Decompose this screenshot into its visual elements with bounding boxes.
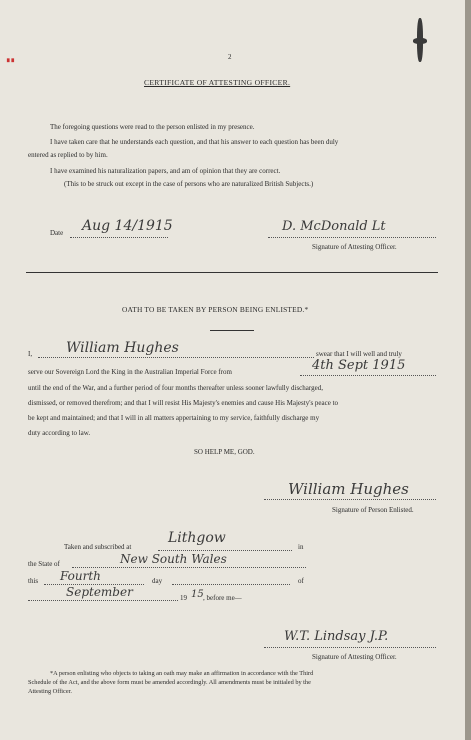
date-label: Date xyxy=(50,229,64,237)
red-stamp-mark: ∎∎ xyxy=(6,56,15,64)
section-divider xyxy=(26,272,438,273)
footnote-line3: Attesting Officer. xyxy=(28,688,72,695)
oath-title: OATH TO BE TAKEN BY PERSON BEING ENLISTED.* xyxy=(122,305,309,314)
place-value: Lithgow xyxy=(168,530,226,546)
year-value: 15 xyxy=(191,589,204,600)
officer-signature: D. McDonald Lt xyxy=(282,219,386,234)
date-value: Aug 14/1915 xyxy=(82,218,173,234)
oath-i-label: I, xyxy=(28,350,33,358)
oath-from-date: 4th Sept 1915 xyxy=(312,358,406,373)
footnote-line2: Schedule of the Act, and the above form must be amended accordingly. All amendments must be initialed by the xyxy=(28,679,311,686)
state-label: the State of xyxy=(28,560,60,568)
oath-closing: SO HELP ME, GOD. xyxy=(194,448,255,456)
day-trailing-line xyxy=(172,584,290,585)
month-line xyxy=(28,600,178,601)
person-signature-line xyxy=(264,499,436,500)
certificate-para4: (This to be struck out except in the case of persons who are naturalized British Subjects.) xyxy=(64,180,314,188)
oath-line2: serve our Sovereign Lord the King in the Australian Imperial Force from xyxy=(28,368,232,376)
certificate-para1: The foregoing questions were read to the person enlisted in my presence. xyxy=(50,123,255,131)
date-line xyxy=(70,237,168,238)
certificate-title: CERTIFICATE OF ATTESTING OFFICER. xyxy=(144,78,291,87)
sworn-officer-label: Signature of Attesting Officer. xyxy=(312,653,397,661)
page-number: 2 xyxy=(228,53,232,61)
oath-from-line xyxy=(300,375,436,376)
oath-line1: swear that I will well and truly xyxy=(316,350,402,358)
oath-line4: dismissed, or removed therefrom; and that I will resist His Majesty's enemies and cause His Majesty's peace to xyxy=(28,399,339,407)
officer-signature-label: Signature of Attesting Officer. xyxy=(312,243,397,251)
day-label: day xyxy=(152,577,163,585)
oath-name-value: William Hughes xyxy=(66,340,179,356)
officer-signature-line xyxy=(268,237,436,238)
day-value: Fourth xyxy=(60,569,101,583)
footnote-line1: *A person enlisting who objects to taking an oath may make an affirmation in accordance with the Third xyxy=(50,670,314,677)
of-label: of xyxy=(298,577,304,585)
before-label: , before me— xyxy=(203,594,242,602)
oath-line6: duty according to law. xyxy=(28,429,91,437)
month-value: September xyxy=(66,585,133,599)
page-edge xyxy=(465,0,471,740)
oath-line3: until the end of the War, and a further period of four months thereafter unless sooner lawfully discharged, xyxy=(28,384,323,392)
state-value: New South Wales xyxy=(120,552,227,566)
in-label: in xyxy=(298,543,304,551)
year-prefix: 19 xyxy=(180,594,187,602)
oath-line5: be kept and maintained; and that I will in all matters appertaining to my service, faithfully discharge my xyxy=(28,414,320,422)
this-label: this xyxy=(28,577,39,585)
certificate-para2b: entered as replied to by him. xyxy=(28,151,108,159)
person-signature: William Hughes xyxy=(288,480,409,498)
certificate-para2a: I have taken care that he understands each question, and that his answer to each question has been duly xyxy=(50,138,339,146)
oath-name-line xyxy=(38,357,314,358)
person-signature-label: Signature of Person Enlisted. xyxy=(332,506,414,514)
certificate-para3: I have examined his naturalization papers, and am of opinion that they are correct. xyxy=(50,167,281,175)
sworn-officer-signature: W.T. Lindsay J.P. xyxy=(284,629,389,644)
sworn-officer-line xyxy=(264,647,436,648)
oath-title-rule xyxy=(210,330,254,331)
taken-label: Taken and subscribed at xyxy=(64,543,132,551)
place-line xyxy=(158,550,292,551)
state-line xyxy=(72,567,306,568)
ink-mark-2 xyxy=(413,38,427,44)
